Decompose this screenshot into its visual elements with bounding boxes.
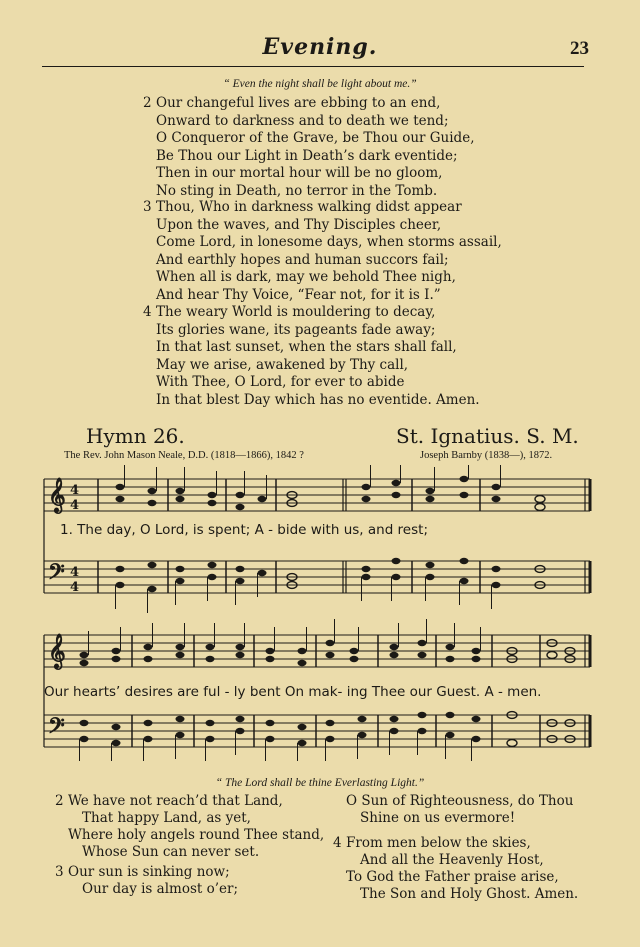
svg-text:𝄞: 𝄞	[48, 634, 66, 669]
lyrics-line-1: 1. The day, O Lord, is spent; A - bide with us, and rest;	[60, 522, 428, 538]
verse-line: Whose Sun can never set.	[82, 844, 260, 860]
verse-line: O Sun of Righteousness, do Thou	[346, 793, 574, 809]
composer-credit: Joseph Barnby (1838—), 1872.	[420, 450, 553, 461]
page-number: 23	[570, 38, 589, 59]
svg-text:𝄢: 𝄢	[48, 560, 65, 590]
bottom-verse-3	[55, 864, 239, 898]
header-rule	[42, 66, 584, 67]
verse-line: Its glories wane, its pageants fade away;	[156, 321, 436, 338]
verse-line: From men below the skies,	[346, 835, 531, 851]
verse-line: That happy Land, as yet,	[82, 810, 251, 826]
author-credit: The Rev. John Mason Neale, D.D. (1818—1866), 1842 ?	[64, 450, 304, 461]
verse-line: Onward to darkness and to death we tend;	[156, 112, 449, 129]
verse-line: And all the Heavenly Host,	[360, 852, 544, 868]
verse-2	[143, 95, 475, 200]
svg-text:4: 4	[70, 498, 80, 513]
verse-number: 2	[55, 793, 64, 809]
verse-number: 2	[143, 95, 152, 111]
verse-line: And hear Thy Voice, “Fear not, for it is I.”	[156, 286, 441, 303]
verse-line: When all is dark, may we behold Thee nigh,	[156, 269, 456, 285]
verse-line: Be Thou our Light in Death’s dark eventide;	[156, 147, 458, 164]
verse-line: May we arise, awakened by Thy call,	[156, 356, 409, 373]
verse-line: In that blest Day which has no eventide. Amen.	[156, 391, 480, 408]
verse-number: 3	[143, 199, 152, 215]
bottom-verse-2	[55, 793, 325, 861]
verse-number: 3	[55, 864, 64, 880]
music-system-1	[40, 465, 596, 615]
verse-number: 4	[143, 304, 152, 320]
verse-line: Our sun is sinking now;	[68, 864, 230, 880]
verse-line: To God the Father praise arise,	[346, 869, 559, 885]
verse-line: Shine on us evermore!	[360, 810, 516, 826]
verse-line: Where holy angels round Thee stand,	[68, 827, 325, 843]
verse-line: Our changeful lives are ebbing to an end,	[156, 95, 441, 111]
verse-line: Thou, Who in darkness walking didst appear	[156, 199, 462, 215]
verse-line: Our day is almost o’er;	[82, 881, 239, 897]
svg-text:𝄞: 𝄞	[48, 478, 66, 513]
verse-3	[143, 199, 502, 304]
verse-line: Come Lord, in lonesome days, when storms assail,	[156, 234, 502, 250]
svg-text:4: 4	[70, 483, 80, 498]
svg-text:𝄢: 𝄢	[48, 714, 65, 744]
verse-line: Upon the waves, and Thy Disciples cheer,	[156, 216, 442, 233]
verse-line: And earthly hopes and human succors fail;	[156, 251, 449, 268]
verse-line: Then in our mortal hour will be no gloom,	[156, 165, 443, 181]
svg-text:4: 4	[70, 565, 80, 580]
verse-number: 4	[333, 835, 342, 851]
bottom-verse-2-continued	[346, 793, 573, 827]
music-staff-graphic	[40, 465, 596, 615]
verse-line: In that last sunset, when the stars shall fall,	[156, 339, 457, 355]
page-title: Evening.	[262, 34, 378, 60]
verse-line: O Conqueror of the Grave, be Thou our Guide,	[156, 130, 475, 146]
verse-line: No sting in Death, no terror in the Tomb.	[156, 182, 438, 199]
verse-line: The Son and Holy Ghost. Amen.	[360, 886, 579, 902]
epigraph-bottom: “ The Lord shall be thine Everlasting Light.”	[215, 777, 425, 789]
svg-text:4: 4	[70, 580, 80, 595]
verse-4	[143, 304, 480, 409]
lyrics-line-2: Our hearts’ desires are ful - ly bent On mak- ing Thee our Guest. A - men.	[44, 684, 542, 700]
verse-line: With Thee, O Lord, for ever to abide	[156, 374, 405, 390]
verse-line: The weary World is mouldering to decay,	[156, 304, 436, 320]
tune-name: St. Ignatius. S. M.	[396, 424, 579, 448]
epigraph-top: “ Even the night shall be light about me.”	[223, 78, 417, 90]
bottom-verse-4	[333, 835, 579, 903]
hymn-number: Hymn 26.	[86, 424, 185, 448]
verse-line: We have not reach’d that Land,	[68, 793, 283, 809]
